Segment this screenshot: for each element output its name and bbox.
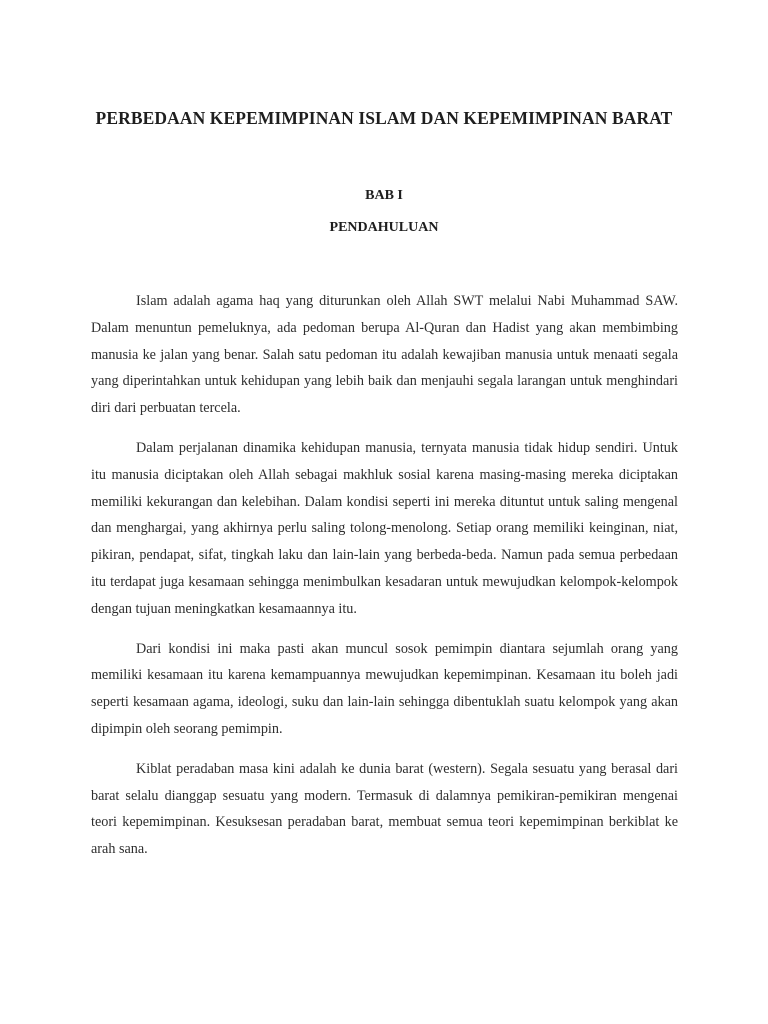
document-title: PERBEDAAN KEPEMIMPINAN ISLAM DAN KEPEMIMPINAN BARAT — [95, 108, 673, 128]
chapter-title: PENDAHULUAN — [329, 220, 439, 235]
paragraph-4: Kiblat peradaban masa kini adalah ke dunia barat (western). Segala sesuatu yang berasal dari barat selalu dianggap sesuatu yang modern. Termasuk di dalamnya pemikiran-pemikiran mengenai teori kepemimpinan. Kesuksesan peradaban barat, membuat semua teori kepemimpinan berkiblat ke arah sana. — [91, 760, 678, 858]
paragraph-2: Dalam perjalanan dinamika kehidupan manusia, ternyata manusia tidak hidup sendiri. Untuk itu manusia diciptakan oleh Allah sebagai makhluk sosial karena masing-masing mereka diciptakan memiliki kekurangan dan kelebihan. Dalam kondisi seperti ini mereka dituntut untuk saling mengenal dan menghargai, yang akhirnya perlu saling tolong-menolong. Setiap orang memiliki keinginan, niat, pikiran, pendapat, sifat, tingkah laku dan lain-lain yang berbeda-beda. Namun pada semua perbedaan itu terdapat juga kesamaan sehingga menimbulkan kesadaran untuk mewujudkan kelompok-kelompok dengan tujuan meningkatkan kesamaannya itu. — [91, 439, 678, 617]
body-text — [91, 288, 678, 876]
paragraph-3: Dari kondisi ini maka pasti akan muncul sosok pemimpin diantara sejumlah orang yang memiliki kesamaan itu karena kemampuannya mewujudkan kepemimpinan. Kesamaan itu boleh jadi seperti kesamaan agama, ideologi, suku dan lain-lain sehingga dibentuklah suatu kelompok yang akan dipimpin oleh seorang pemimpin. — [91, 640, 678, 737]
paragraph-1: Islam adalah agama haq yang diturunkan oleh Allah SWT melalui Nabi Muhammad SAW. Dalam menuntun pemeluknya, ada pedoman berupa Al-Quran dan Hadist yang akan membimbing manusia ke jalan yang benar. Salah satu pedoman itu adalah kewajiban manusia untuk menaati segala yang diperintahkan untuk kehidupan yang lebih baik dan menjauhi segala larangan untuk menghindari diri dari perbuatan tercela. — [91, 293, 678, 417]
chapter-number: BAB I — [365, 188, 403, 203]
